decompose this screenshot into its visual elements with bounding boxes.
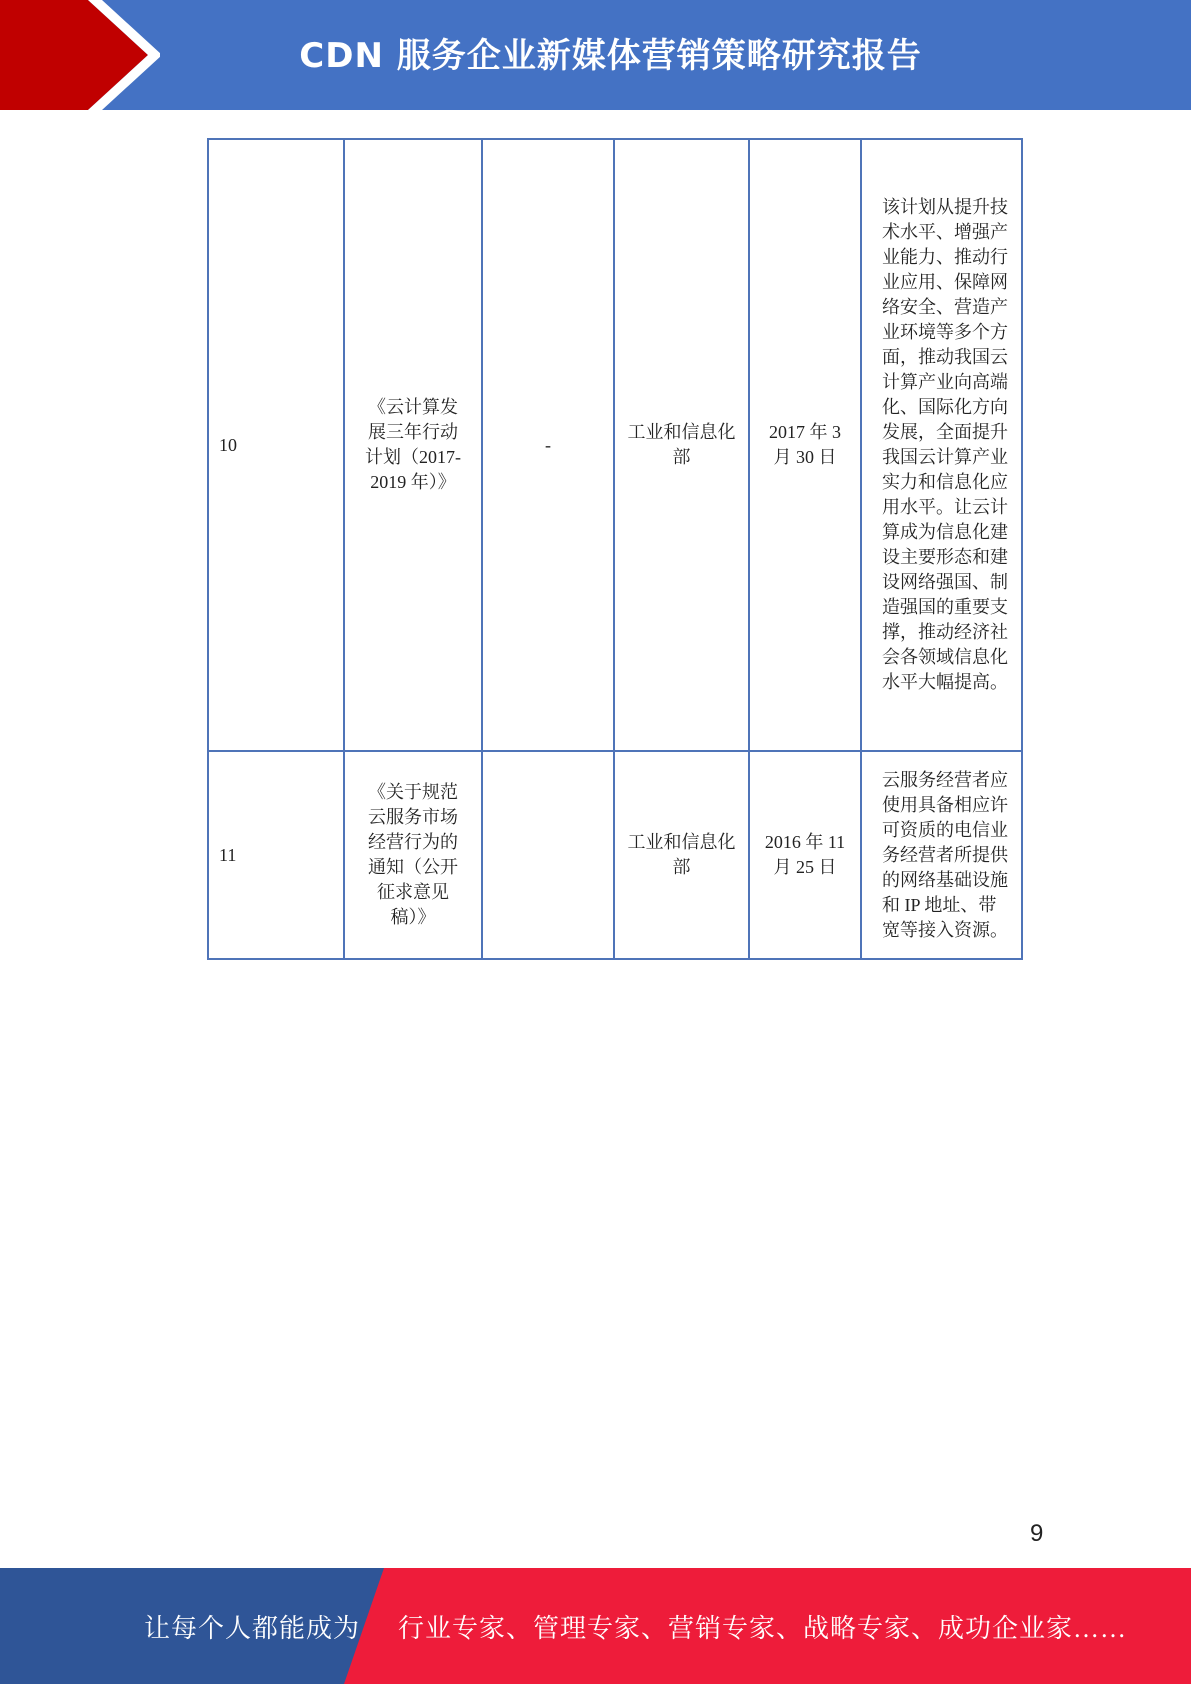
- policy-content: 云服务经营者应使用具备相应许可资质的电信业务经营者所提供的网络基础设施和 IP 地址、带宽等接入资源。: [861, 751, 1022, 959]
- table-row: [208, 139, 1022, 751]
- document-number: [482, 751, 614, 959]
- page-number: 9: [1030, 1520, 1044, 1547]
- policy-title: 《云计算发展三年行动计划（2017-2019 年）》: [344, 139, 482, 751]
- issue-date: 2017 年 3 月 30 日: [749, 139, 861, 751]
- page-title: CDN 服务企业新媒体营销策略研究报告: [299, 36, 922, 76]
- issuing-department: 工业和信息化部: [614, 139, 749, 751]
- issue-date: 2016 年 11 月 25 日: [749, 751, 861, 959]
- page-header: [0, 0, 1191, 110]
- table-row: [208, 751, 1022, 959]
- footer-slogan-lead: 让每个人都能成为: [144, 1614, 361, 1643]
- issuing-department: 工业和信息化部: [614, 751, 749, 959]
- row-number: 11: [208, 751, 344, 959]
- footer-slogan-tail: 行业专家、管理专家、营销专家、战略专家、成功企业家……: [398, 1614, 1128, 1643]
- page-footer: [0, 1568, 1191, 1684]
- policy-title: 《关于规范云服务市场经营行为的通知（公开征求意见稿）》: [344, 751, 482, 959]
- policy-content: 该计划从提升技术水平、增强产业能力、推动行业应用、保障网络安全、营造产业环境等多个方面，推动我国云计算产业向高端化、国际化方向发展，全面提升我国云计算产业实力和信息化应用水平。让云计算成为信息化建设主要形态和建设网络强国、制造强国的重要支撑，推动经济社会各领域信息化水平大幅提高。: [861, 139, 1022, 751]
- document-number: -: [482, 139, 614, 751]
- row-number: 10: [208, 139, 344, 751]
- policy-table: [207, 138, 1023, 960]
